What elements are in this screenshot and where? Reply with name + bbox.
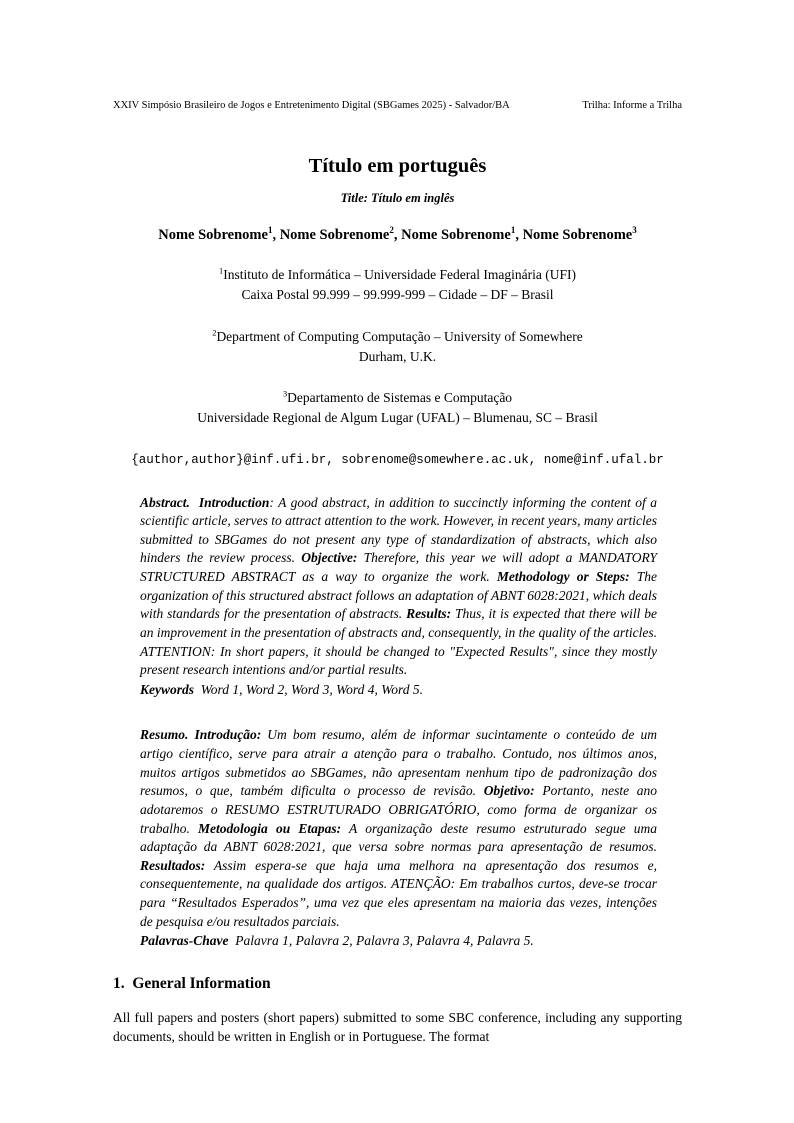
resumo-paragraph: Resumo. Introdução: Um bom resumo, além de informar sucintamente o conteúdo de um artigo científico, serve para atrair a atenção para o trabalho. Contudo, nos últimos anos, muitos artigos submetidos ao SBGames, não apresentam nenhum tipo de padronização dos resumos, o que, também dificulta o processo de revisão. Objetivo: Portanto, neste ano adotaremos o RESUMO ESTRUTURADO OBRIGATÓRIO, como forma de organizar os trabalho. Metodologia ou Etapas: A organização deste resumo estruturado segue uma adaptação da ABNT 6028:2021, que versa sobre normas para apresentação de resumos. Resultados: Assim espera-se que haja uma melhora na apresentação dos resumos e, consequentemente, na qualidade dos artigos. ATENÇÃO: Em trabalhos curtos, deve-se trocar para “Resultados Esperados”, uma vez que eles apresentam na maioria das vezes, intenções de pesquisa e/ou resultados parciais.: [140, 727, 657, 929]
affiliation-1-address: Caixa Postal 99.999 – 99.999-999 – Cidade – DF – Brasil: [241, 287, 554, 303]
paper-title: Título em português: [308, 155, 487, 177]
affiliation-3-address: Universidade Regional de Algum Lugar (UFAL) – Blumenau, SC – Brasil: [197, 410, 598, 426]
section-1-heading: 1. General Information: [113, 974, 271, 992]
running-header-track: Trilha: Informe a Trilha: [582, 100, 682, 111]
keywords-line: Keywords Word 1, Word 2, Word 3, Word 4, Word 5.: [140, 681, 424, 697]
section-1-body: All full papers and posters (short papers) submitted to some SBC conference, including any supporting documents, should be written in English or in Portuguese. The format: [113, 1009, 682, 1045]
affiliation-3-institute: $^3$Departamento de Sistemas e Computação: [282, 389, 513, 405]
author-emails: {author,author}@inf.ufi.br, sobrenome@somewhere.ac.uk, nome@inf.ufal.br: [131, 452, 664, 467]
affiliation-3: [113, 388, 682, 429]
authors-line: Nome Sobrenome$^1$, Nome Sobrenome$^2$, Nome Sobrenome$^1$, Nome Sobrenome$^3$: [158, 225, 637, 243]
affiliation-1: [113, 265, 682, 306]
affiliation-1-institute: $^1$Instituto de Informática – Universidade Federal Imaginária (UFI): [219, 266, 576, 282]
affiliation-2-institute: $^2$Department of Computing Computação – University of Somewhere: [212, 328, 583, 344]
affiliation-2: [113, 327, 682, 368]
abstract-paragraph: Abstract. Introduction: A good abstract, in addition to succinctly informing the content of a scientific article, serves to attract attention to the work. However, in recent years, many articles submitted to SBGames do not present any type of standardization of abstracts, which also hinders the review process. Objective: Therefore, this year we will adopt a MANDATORY STRUCTURED ABSTRACT as a way to organize the work. Methodology or Steps: The organization of this structured abstract follows an adaptation of ABNT 6028:2021, which deals with standards for the presentation of abstracts. Results: Thus, it is expected that there will be an improvement in the presentation of abstracts and, consequently, in the quality of the articles. ATTENTION: In short papers, it should be changed to "Expected Results", since they mostly present research intentions and/or partial results.: [140, 494, 658, 678]
running-header: [113, 100, 682, 111]
affiliation-2-address: Durham, U.K.: [358, 348, 437, 364]
running-header-conference: XXIV Simpósio Brasileiro de Jogos e Entretenimento Digital (SBGames 2025) - Salvador/BA: [113, 100, 510, 111]
abstract-block: [140, 494, 657, 700]
palavras-chave-line: Palavras-Chave Palavra 1, Palavra 2, Palavra 3, Palavra 4, Palavra 5.: [140, 933, 534, 949]
resumo-block: [140, 726, 657, 951]
paper-subtitle-english: Title: Título em inglês: [340, 191, 455, 205]
